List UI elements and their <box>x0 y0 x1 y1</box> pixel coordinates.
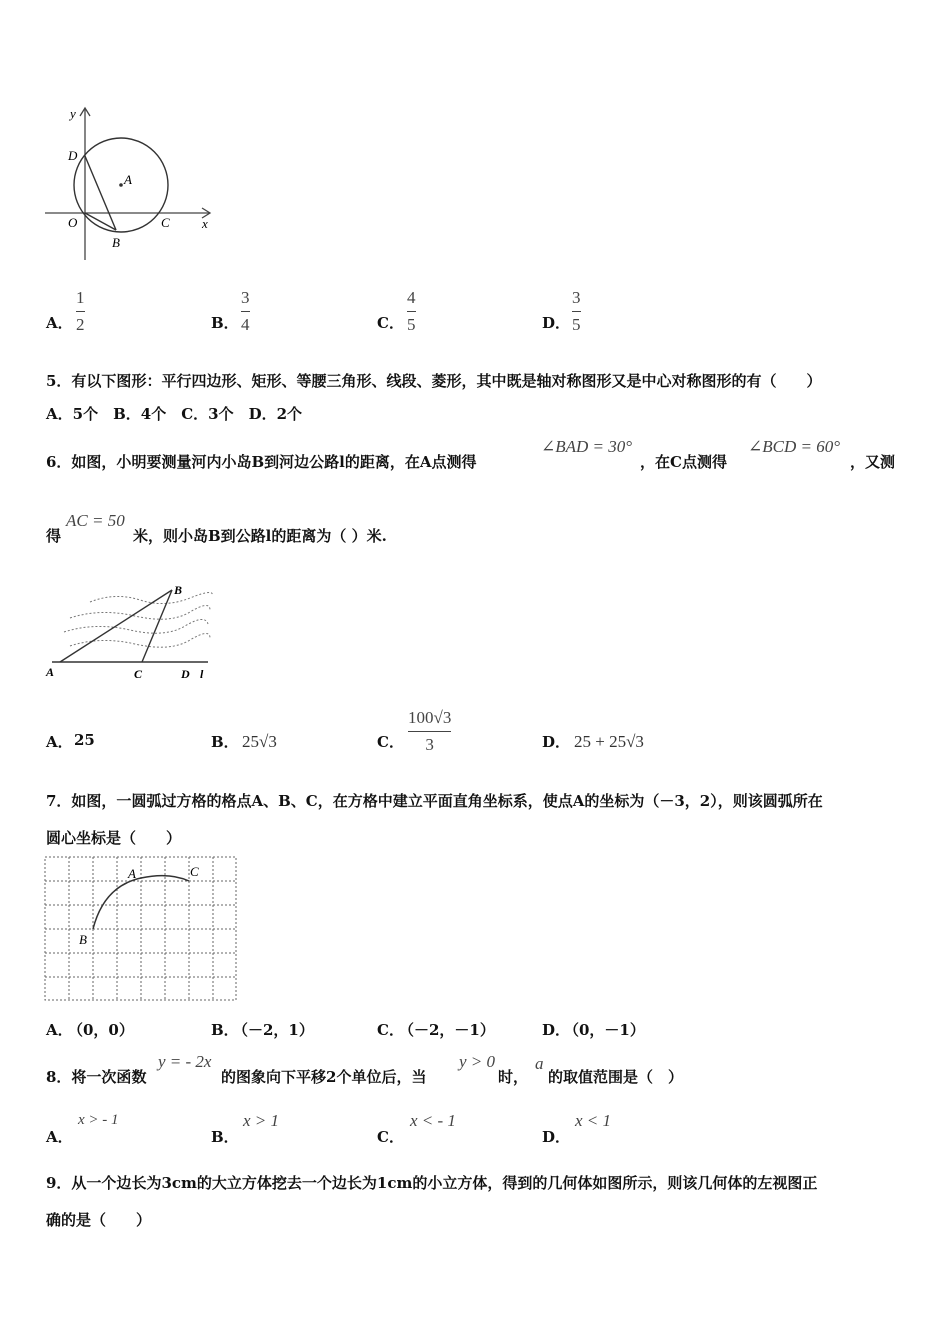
q7-option-a-label: A． <box>46 1021 73 1039</box>
q6-stem-part1: 6．如图，小明要测量河内小岛B到河边公路l的距离，在A点测得 <box>46 453 477 471</box>
q7-stem-line2: 圆心坐标是（ ） <box>46 829 182 847</box>
q4-option-a-num: 1 <box>76 288 85 307</box>
q6-option-a[interactable]: 25 <box>74 731 95 749</box>
fig7-point-a: A <box>128 866 136 881</box>
island-figure <box>40 578 220 683</box>
q8-stem-part4: 的取值范围是（ ） <box>548 1068 684 1086</box>
q6-stem-part5: 米，则小岛B到公路l的距离为（ ）米. <box>133 527 387 545</box>
q4-option-c-label: C． <box>377 314 404 332</box>
point-c-label: C <box>161 215 170 230</box>
q7-option-c[interactable]: （－2，－1） <box>399 1021 495 1039</box>
q6-option-c[interactable] <box>408 708 451 755</box>
q7-option-c-label: C． <box>377 1021 404 1039</box>
q6-angle-bad: ∠BAD = 30° <box>541 437 633 456</box>
q4-option-b-num: 3 <box>241 288 250 307</box>
q4-option-a-label: A． <box>46 314 73 332</box>
q7-option-b[interactable]: （－2，1） <box>233 1021 314 1039</box>
q7-option-b-label: B． <box>211 1021 239 1039</box>
q4-option-c-num: 4 <box>407 288 416 307</box>
point-b-label: B <box>112 235 120 250</box>
point-d-label: D <box>68 148 78 163</box>
q8-stem-part3: 时， <box>498 1068 529 1086</box>
fig6-point-d: D <box>181 667 190 681</box>
fig7-point-c: C <box>190 864 199 879</box>
axis-y-label: y <box>70 106 76 121</box>
q5-stem: 5．有以下图形：平行四边形、矩形、等腰三角形、线段、菱形，其中既是轴对称图形又是中心对称图形的有（ ） <box>46 372 822 390</box>
q6-option-a-label: A． <box>46 733 73 751</box>
q6-option-d[interactable]: 25 + 25√3 <box>574 732 644 751</box>
q8-stem-part2: 的图象向下平移2个单位后，当 <box>221 1068 427 1086</box>
q7-option-a[interactable]: （0，0） <box>68 1021 134 1039</box>
q7-stem-line1: 7．如图，一圆弧过方格的格点A、B、C，在方格中建立平面直角坐标系，使点A的坐标为（－3，2），则该圆弧所在 <box>46 792 823 810</box>
q7-option-d[interactable]: （0，－1） <box>564 1021 645 1039</box>
q8-variable: a <box>535 1054 544 1073</box>
q8-option-c-label: C． <box>377 1128 404 1146</box>
circle-figure <box>40 100 220 270</box>
q4-option-b-fraction[interactable] <box>241 288 250 335</box>
q6-angle-bcd: ∠BCD = 60° <box>748 437 841 456</box>
q8-option-c[interactable]: x < - 1 <box>410 1111 456 1130</box>
q6-option-d-label: D． <box>542 733 571 751</box>
q8-option-a[interactable]: x > - 1 <box>78 1112 119 1128</box>
q9-stem-line1: 9．从一个边长为3cm的大立方体挖去一个边长为1cm的小立方体，得到的几何体如图所示，则该几何体的左视图正 <box>46 1174 818 1192</box>
fig6-point-b: B <box>174 583 183 597</box>
q9-stem-line2: 确的是（ ） <box>46 1211 152 1229</box>
q6-ac-length: AC = 50 <box>66 511 125 530</box>
grid-arc-figure <box>44 856 238 1002</box>
fig6-line-l: l <box>200 667 204 681</box>
q8-option-a-label: A． <box>46 1128 73 1146</box>
q4-option-a-den: 2 <box>76 315 85 334</box>
q4-option-b-label: B． <box>211 314 239 332</box>
q8-option-b-label: B． <box>211 1128 239 1146</box>
q5-options[interactable]: A．5个 B．4个 C．3个 D．2个 <box>46 405 303 423</box>
fig6-point-c: C <box>134 667 143 681</box>
point-a-label: A <box>124 172 132 187</box>
q6-stem-part2: ，在C点测得 <box>640 453 727 471</box>
point-o-label: O <box>68 215 78 230</box>
q8-option-b[interactable]: x > 1 <box>243 1111 280 1130</box>
q6-option-c-num: 100√3 <box>408 708 452 727</box>
q4-option-d-label: D． <box>542 314 571 332</box>
q4-option-a-fraction[interactable] <box>76 288 85 335</box>
q8-condition: y > 0 <box>459 1052 496 1071</box>
q4-option-d-num: 3 <box>572 288 581 307</box>
q6-option-b-label: B． <box>211 733 239 751</box>
q6-stem-part3: ，又测 <box>850 453 896 471</box>
q8-option-d-label: D． <box>542 1128 571 1146</box>
q8-stem-part1: 8．将一次函数 <box>46 1068 147 1086</box>
q4-option-c-fraction[interactable] <box>407 288 416 335</box>
q4-option-c-den: 5 <box>407 315 416 334</box>
q8-option-d[interactable]: x < 1 <box>575 1111 612 1130</box>
q8-function: y = - 2x <box>158 1052 212 1071</box>
axis-x-label: x <box>202 216 208 231</box>
q4-option-d-fraction[interactable] <box>572 288 581 335</box>
fig7-point-b: B <box>79 932 87 947</box>
q6-option-c-den: 3 <box>425 735 434 754</box>
q4-option-b-den: 4 <box>241 315 250 334</box>
q4-option-d-den: 5 <box>572 315 581 334</box>
fig6-point-a: A <box>46 665 55 679</box>
q7-option-d-label: D． <box>542 1021 571 1039</box>
q6-option-c-label: C． <box>377 733 404 751</box>
q6-option-b[interactable]: 25√3 <box>242 732 277 751</box>
q6-stem-part4: 得 <box>46 527 62 545</box>
